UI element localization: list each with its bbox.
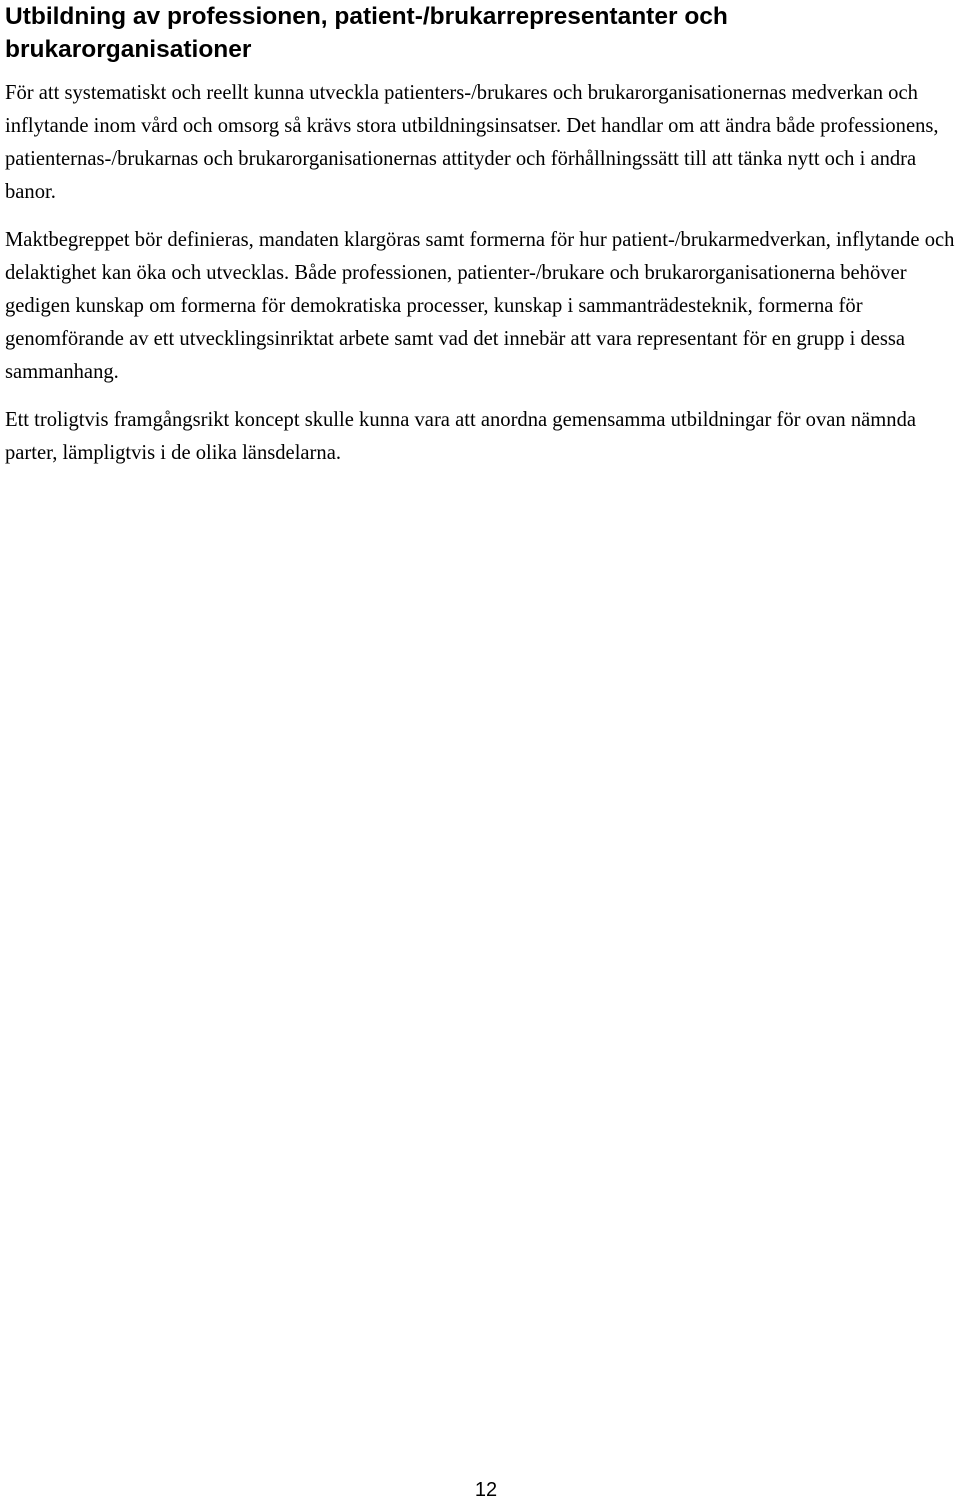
paragraph-2: Maktbegreppet bör definieras, mandaten klargöras samt formerna för hur patient-/brukarmedverkan, inflytande och delaktighet kan öka och utvecklas. Både professionen, patienter-/brukare och brukarorganisationerna behöver gedigen kunskap om formerna för demokratiska processer, kunskap i sammanträdesteknik, formerna för genomförande av ett utvecklingsinriktat arbete samt vad det innebär att vara representant för en grupp i dessa sammanhang.	[5, 229, 955, 383]
section-heading: Utbildning av professionen, patient-/brukarrepresentanter och brukarorganisationer	[5, 3, 728, 63]
paragraph-3: Ett troligtvis framgångsrikt koncept skulle kunna vara att anordna gemensamma utbildningar för ovan nämnda parter, lämpligtvis i de olika länsdelarna.	[5, 409, 917, 464]
page-number: 12	[474, 1479, 498, 1501]
document-page	[5, 0, 960, 470]
paragraph-1: För att systematiskt och reellt kunna utveckla patienters-/brukares och brukarorganisationernas medverkan och inflytande inom vård och omsorg så krävs stora utbildningsinsatser. Det handlar om att ändra både professionens, patienternas-/brukarnas och brukarorganisationernas attityder och förhållningssätt till att tänka nytt och i andra banor.	[5, 82, 939, 203]
